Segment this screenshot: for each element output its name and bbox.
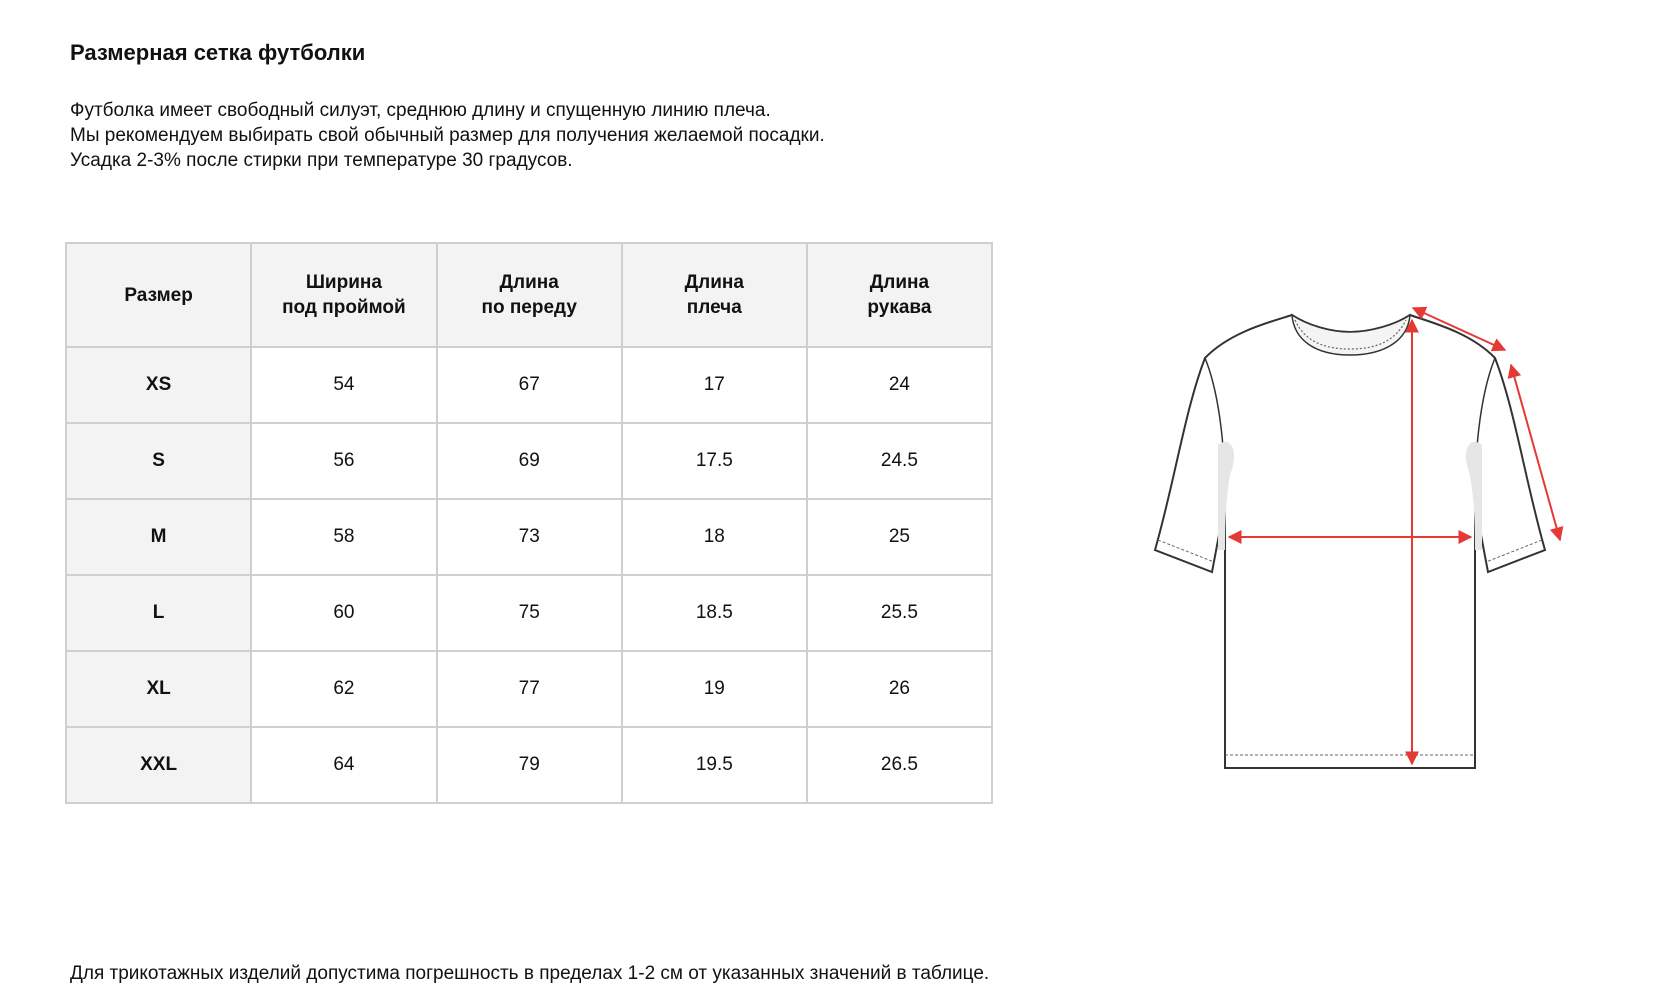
sleeve-length-cell: 26.5 xyxy=(807,727,992,803)
header-line: Длина xyxy=(684,272,744,293)
header-line: Длина xyxy=(869,272,930,293)
header-line: плеча xyxy=(686,297,742,318)
sleeve-length-cell: 24 xyxy=(807,347,992,423)
description-line: Футболка имеет свободный силуэт, среднюю длину и спущенную линию плеча. xyxy=(70,100,771,121)
front-length-cell: 79 xyxy=(437,727,622,803)
description-line: Мы рекомендуем выбирать свой обычный размер для получения желаемой посадки. xyxy=(70,125,825,146)
header-chest-width xyxy=(251,243,436,347)
chest-width-cell: 58 xyxy=(251,499,436,575)
size-table-header-row xyxy=(66,243,992,347)
table-row xyxy=(66,575,992,651)
header-size xyxy=(66,243,251,347)
header-shoulder-length xyxy=(622,243,807,347)
shoulder-length-cell: 17 xyxy=(622,347,807,423)
size-cell: XS xyxy=(66,347,251,423)
chest-width-cell: 56 xyxy=(251,423,436,499)
header-line: Размер xyxy=(124,284,193,306)
header-line: рукава xyxy=(867,297,932,318)
size-cell: XXL xyxy=(66,727,251,803)
sleeve-length-cell: 24.5 xyxy=(807,423,992,499)
header-sleeve-length xyxy=(807,243,992,347)
header-line: Ширина xyxy=(305,272,382,293)
table-row xyxy=(66,499,992,575)
header-front-length xyxy=(437,243,622,347)
shoulder-length-cell: 18 xyxy=(622,499,807,575)
sleeve-length-cell: 25.5 xyxy=(807,575,992,651)
front-length-cell: 75 xyxy=(437,575,622,651)
front-length-cell: 73 xyxy=(437,499,622,575)
chest-width-cell: 54 xyxy=(251,347,436,423)
tolerance-note: Для трикотажных изделий допустима погрешность в пределах 1-2 см от указанных значений в таблице. xyxy=(70,963,990,984)
table-row xyxy=(66,727,992,803)
tshirt-measurement-diagram-icon xyxy=(1130,300,1590,780)
header-line: по переду xyxy=(481,297,577,318)
chest-width-cell: 62 xyxy=(251,651,436,727)
size-table xyxy=(65,242,993,804)
table-row xyxy=(66,347,992,423)
table-row xyxy=(66,651,992,727)
description xyxy=(70,98,825,173)
size-cell: S xyxy=(66,423,251,499)
chest-width-cell: 60 xyxy=(251,575,436,651)
chest-width-cell: 64 xyxy=(251,727,436,803)
shoulder-length-cell: 17.5 xyxy=(622,423,807,499)
front-length-cell: 67 xyxy=(437,347,622,423)
page-title: Размерная сетка футболки xyxy=(70,40,366,65)
description-line: Усадка 2-3% после стирки при температуре 30 градусов. xyxy=(70,150,573,171)
shoulder-length-cell: 19.5 xyxy=(622,727,807,803)
size-cell: L xyxy=(66,575,251,651)
shoulder-length-cell: 19 xyxy=(622,651,807,727)
header-line: Длина xyxy=(499,272,559,293)
sleeve-length-cell: 25 xyxy=(807,499,992,575)
front-length-cell: 77 xyxy=(437,651,622,727)
shoulder-length-cell: 18.5 xyxy=(622,575,807,651)
size-cell: XL xyxy=(66,651,251,727)
header-line: под проймой xyxy=(282,297,406,318)
table-row xyxy=(66,423,992,499)
sleeve-length-cell: 26 xyxy=(807,651,992,727)
front-length-cell: 69 xyxy=(437,423,622,499)
size-cell: M xyxy=(66,499,251,575)
